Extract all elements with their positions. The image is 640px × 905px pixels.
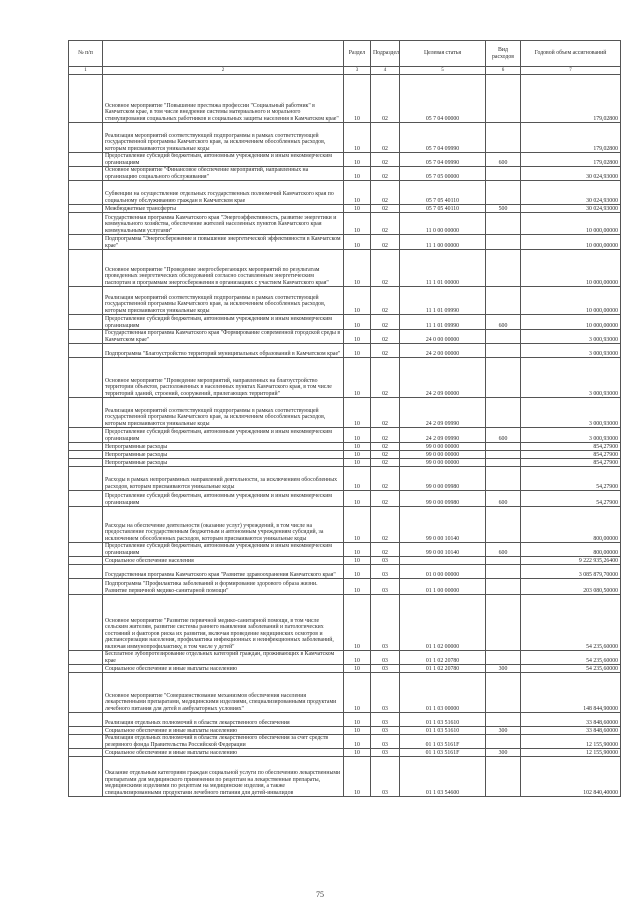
col-number: 3 [344, 67, 371, 75]
row-vr-cell: 300 [486, 665, 521, 673]
row-csr-cell: 11 1 01 00000 [400, 250, 486, 287]
row-sum-cell: 203 080,50000 [521, 579, 621, 595]
row-podrazdel-cell: 02 [371, 507, 400, 543]
table-row [69, 315, 621, 330]
table-row [69, 358, 621, 398]
row-no-cell [69, 205, 103, 213]
row-name-cell: Межбюджетные трансферты [103, 205, 344, 213]
row-no-cell [69, 713, 103, 727]
table-row [69, 443, 621, 451]
row-vr-cell [486, 358, 521, 398]
row-vr-cell [486, 735, 521, 749]
row-podrazdel-cell: 02 [371, 443, 400, 451]
row-name-cell: Подпрограмма "Энергосбережение и повышение энергетической эффективности в Камчатском крае" [103, 235, 344, 250]
row-razdel-cell: 10 [344, 428, 371, 443]
row-csr-cell: 99 0 00 00000 [400, 459, 486, 467]
row-no-cell [69, 344, 103, 358]
row-name-cell: Основное мероприятие "Совершенствование механизмов обеспечения населения лекарственными препаратами, медицинскими изделиями, специализированными продуктами лечебного питания для детей в амбулаторных условиях" [103, 673, 344, 713]
row-csr-cell: 05 7 05 40110 [400, 205, 486, 213]
row-podrazdel-cell: 02 [371, 153, 400, 167]
row-razdel-cell: 10 [344, 181, 371, 205]
row-podrazdel-cell: 02 [371, 250, 400, 287]
row-vr-cell [486, 213, 521, 235]
row-csr-cell: 01 1 03 5161F [400, 735, 486, 749]
header-name [103, 41, 344, 67]
row-podrazdel-cell: 03 [371, 665, 400, 673]
table-row [69, 181, 621, 205]
row-sum-cell: 54 235,60000 [521, 665, 621, 673]
table-row [69, 757, 621, 797]
row-name-cell: Основное мероприятие "Финансовое обеспечение мероприятий, направленных на организацию социального обслуживания" [103, 167, 344, 181]
row-name-cell: Предоставление субсидий бюджетным, автономным учреждениям и иным некоммерческим организациям [103, 543, 344, 557]
row-no-cell [69, 315, 103, 330]
row-name-cell: Предоставление субсидий бюджетным, автономным учреждениям и иным некоммерческим организациям [103, 491, 344, 507]
row-csr-cell: 24 2 09 09990 [400, 428, 486, 443]
row-no-cell [69, 181, 103, 205]
row-no-cell [69, 557, 103, 565]
row-sum-cell: 9 222 935,26400 [521, 557, 621, 565]
row-sum-cell: 800,00000 [521, 507, 621, 543]
row-sum-cell: 854,27900 [521, 459, 621, 467]
row-name-cell: Реализация отдельных полномочий в области лекарственного обеспечения за счет средств резервного фонда Правительства Российской Федерации [103, 735, 344, 749]
table-row [69, 565, 621, 579]
row-sum-cell: 3 000,93000 [521, 330, 621, 344]
row-razdel-cell: 10 [344, 330, 371, 344]
row-vr-cell: 300 [486, 749, 521, 757]
row-name-cell: Основное мероприятие "Проведение энергосберегающих мероприятий по результатам проведенных энергетических обследований согласно составленным энергетическим паспортам и программам энергосбережения в организациях с участием Камчатского края" [103, 250, 344, 287]
row-vr-cell [486, 557, 521, 565]
row-no-cell [69, 330, 103, 344]
table-row [69, 459, 621, 467]
row-vr-cell [486, 235, 521, 250]
row-podrazdel-cell: 03 [371, 595, 400, 651]
row-podrazdel-cell: 02 [371, 459, 400, 467]
row-vr-cell [486, 757, 521, 797]
row-razdel-cell: 10 [344, 443, 371, 451]
row-no-cell [69, 543, 103, 557]
row-sum-cell: 10 000,00000 [521, 287, 621, 315]
row-name-cell: Социальное обеспечение и иные выплаты населению [103, 749, 344, 757]
row-csr-cell: 01 1 03 5161F [400, 749, 486, 757]
table-row [69, 735, 621, 749]
row-sum-cell: 800,00000 [521, 543, 621, 557]
row-csr-cell: 11 1 01 09990 [400, 287, 486, 315]
table-row [69, 75, 621, 123]
row-name-cell: Основное мероприятие "Повышение престижа профессии "Социальный работник" в Камчатском крае, в том числе внедрение системы материального и морального стимулирования социальных работников и социальных защиты населения в Камчатском крае" [103, 75, 344, 123]
row-sum-cell: 10 000,00000 [521, 213, 621, 235]
row-csr-cell: 05 7 05 40110 [400, 181, 486, 205]
row-vr-cell [486, 181, 521, 205]
row-sum-cell: 33 848,60000 [521, 713, 621, 727]
row-name-cell: Подпрограмма "Профилактика заболеваний и формирование здорового образа жизни. Развитие первичной медико-санитарной помощи" [103, 579, 344, 595]
row-razdel-cell: 10 [344, 673, 371, 713]
row-vr-cell [486, 330, 521, 344]
row-sum-cell: 54,27900 [521, 467, 621, 491]
row-no-cell [69, 443, 103, 451]
header-csr: Целевая статья [400, 41, 486, 67]
row-podrazdel-cell: 02 [371, 287, 400, 315]
row-razdel-cell: 10 [344, 757, 371, 797]
row-name-cell: Реализация отдельных полномочий в области лекарственного обеспечения [103, 713, 344, 727]
row-podrazdel-cell: 03 [371, 651, 400, 665]
row-no-cell [69, 213, 103, 235]
row-podrazdel-cell: 03 [371, 565, 400, 579]
row-sum-cell: 148 844,90000 [521, 673, 621, 713]
row-name-cell: Подпрограмма "Благоустройство территорий муниципальных образований в Камчатском крае" [103, 344, 344, 358]
row-vr-cell [486, 713, 521, 727]
row-vr-cell [486, 123, 521, 153]
row-podrazdel-cell: 02 [371, 467, 400, 491]
row-podrazdel-cell: 02 [371, 428, 400, 443]
table-row [69, 123, 621, 153]
row-name-cell: Реализация мероприятий соответствующей подпрограммы в рамках соответствующей государственной программы Камчатского края, за исключением обособленных расходов, которым присваиваются уникальные коды [103, 398, 344, 428]
row-vr-cell: 600 [486, 428, 521, 443]
row-podrazdel-cell: 02 [371, 330, 400, 344]
row-csr-cell: 99 0 00 09980 [400, 467, 486, 491]
row-razdel-cell: 10 [344, 398, 371, 428]
col-number: 1 [69, 67, 103, 75]
header-vr: Вид расходов [486, 41, 521, 67]
col-number: 2 [103, 67, 344, 75]
row-name-cell: Социальное обеспечение населения [103, 557, 344, 565]
row-no-cell [69, 153, 103, 167]
row-name-cell: Расходы в рамках непрограммных направлений деятельности, за исключением обособленных расходов, которым присваиваются уникальные коды [103, 467, 344, 491]
row-podrazdel-cell: 03 [371, 727, 400, 735]
row-podrazdel-cell: 02 [371, 491, 400, 507]
header-podrazdel: Подраздел [371, 41, 400, 67]
row-csr-cell [400, 557, 486, 565]
row-sum-cell: 54 235,60000 [521, 595, 621, 651]
row-razdel-cell: 10 [344, 235, 371, 250]
row-razdel-cell: 10 [344, 665, 371, 673]
row-razdel-cell: 10 [344, 579, 371, 595]
row-podrazdel-cell: 03 [371, 557, 400, 565]
row-podrazdel-cell: 03 [371, 579, 400, 595]
row-no-cell [69, 651, 103, 665]
row-podrazdel-cell: 02 [371, 398, 400, 428]
col-number: 5 [400, 67, 486, 75]
row-csr-cell: 01 1 03 54600 [400, 757, 486, 797]
header-no: № п/п [69, 41, 103, 67]
table-body [69, 75, 621, 797]
row-podrazdel-cell: 03 [371, 673, 400, 713]
row-sum-cell: 30 024,93000 [521, 167, 621, 181]
row-name-cell: Социальное обеспечение и иные выплаты населению [103, 727, 344, 735]
row-razdel-cell: 10 [344, 205, 371, 213]
budget-table [68, 40, 621, 797]
row-sum-cell: 179,02800 [521, 123, 621, 153]
row-name-cell: Бесплатное зубопротезирование отдельных категорий граждан, проживающих в Камчатском крае [103, 651, 344, 665]
row-sum-cell: 854,27900 [521, 443, 621, 451]
row-podrazdel-cell: 03 [371, 757, 400, 797]
row-csr-cell: 05 7 04 09990 [400, 123, 486, 153]
row-vr-cell [486, 467, 521, 491]
row-sum-cell: 54 235,60000 [521, 651, 621, 665]
row-csr-cell: 01 1 02 20780 [400, 651, 486, 665]
row-no-cell [69, 565, 103, 579]
row-name-cell: Основное мероприятие "Развитие первичной медико-санитарной помощи, в том числе сельским жителям, развитие системы раннего выявления заболеваний и патологических состояний и факторов риска их развития, включая проведение медицинских осмотров и диспансеризации населения, профилактика инфекционных и неинфекционных заболеваний, включая иммунопрофилактику, в том числе у детей" [103, 595, 344, 651]
table-row [69, 713, 621, 727]
row-no-cell [69, 75, 103, 123]
row-name-cell: Непрограммные расходы [103, 443, 344, 451]
row-csr-cell: 01 1 03 00000 [400, 673, 486, 713]
row-csr-cell: 01 1 03 51610 [400, 713, 486, 727]
row-podrazdel-cell: 02 [371, 543, 400, 557]
row-csr-cell: 01 1 00 00000 [400, 579, 486, 595]
row-name-cell: Государственная программа Камчатского края "Развитие здравоохранения Камчатского края" [103, 565, 344, 579]
row-podrazdel-cell: 02 [371, 315, 400, 330]
row-no-cell [69, 673, 103, 713]
row-sum-cell: 12 155,90000 [521, 749, 621, 757]
row-vr-cell: 600 [486, 491, 521, 507]
row-name-cell: Реализация мероприятий соответствующей подпрограммы в рамках соответствующей государственной программы Камчатского края, за исключением обособленных расходов, которым присваиваются уникальные коды [103, 287, 344, 315]
table-row [69, 595, 621, 651]
row-csr-cell: 01 0 00 00000 [400, 565, 486, 579]
table-row [69, 451, 621, 459]
row-sum-cell: 179,02800 [521, 75, 621, 123]
row-no-cell [69, 665, 103, 673]
row-no-cell [69, 727, 103, 735]
row-csr-cell: 11 0 00 00000 [400, 213, 486, 235]
row-no-cell [69, 467, 103, 491]
row-no-cell [69, 398, 103, 428]
row-razdel-cell: 10 [344, 358, 371, 398]
table-row [69, 727, 621, 735]
row-csr-cell: 05 7 04 09990 [400, 153, 486, 167]
row-csr-cell: 01 1 03 51610 [400, 727, 486, 735]
row-podrazdel-cell: 03 [371, 713, 400, 727]
row-razdel-cell: 10 [344, 651, 371, 665]
row-csr-cell: 24 2 09 09990 [400, 398, 486, 428]
table-row [69, 651, 621, 665]
row-razdel-cell: 10 [344, 713, 371, 727]
row-podrazdel-cell: 02 [371, 235, 400, 250]
row-no-cell [69, 428, 103, 443]
row-vr-cell [486, 673, 521, 713]
row-razdel-cell: 10 [344, 451, 371, 459]
row-csr-cell: 01 1 02 20780 [400, 665, 486, 673]
row-name-cell: Государственная программа Камчатского края "Энергоэффективность, развитие энергетики и коммунального хозяйства, обеспечение жителей населенных пунктов Камчатского края коммунальными услугами" [103, 213, 344, 235]
row-vr-cell [486, 507, 521, 543]
table-row [69, 673, 621, 713]
row-razdel-cell: 10 [344, 735, 371, 749]
row-name-cell: Расходы на обеспечение деятельности (оказание услуг) учреждений, в том числе на предоставление государственным бюджетным и автономным учреждениям субсидий, за исключением обособленных расходов, которым присваиваются уникальные коды [103, 507, 344, 543]
row-no-cell [69, 735, 103, 749]
row-razdel-cell: 10 [344, 287, 371, 315]
row-razdel-cell: 10 [344, 595, 371, 651]
row-no-cell [69, 749, 103, 757]
table-row [69, 543, 621, 557]
row-razdel-cell: 10 [344, 467, 371, 491]
row-sum-cell: 33 848,60000 [521, 727, 621, 735]
row-vr-cell [486, 443, 521, 451]
column-number-row [69, 67, 621, 75]
row-csr-cell: 24 0 00 00000 [400, 330, 486, 344]
table-row [69, 167, 621, 181]
row-podrazdel-cell: 02 [371, 213, 400, 235]
row-podrazdel-cell: 02 [371, 358, 400, 398]
row-podrazdel-cell: 02 [371, 451, 400, 459]
row-no-cell [69, 287, 103, 315]
row-sum-cell: 854,27900 [521, 451, 621, 459]
row-razdel-cell: 10 [344, 749, 371, 757]
table-row [69, 330, 621, 344]
row-sum-cell: 10 000,00000 [521, 250, 621, 287]
row-csr-cell: 01 1 02 00000 [400, 595, 486, 651]
row-podrazdel-cell: 02 [371, 167, 400, 181]
row-no-cell [69, 595, 103, 651]
row-no-cell [69, 250, 103, 287]
col-number: 4 [371, 67, 400, 75]
table-row [69, 398, 621, 428]
table-row [69, 213, 621, 235]
row-sum-cell: 179,02800 [521, 153, 621, 167]
row-name-cell: Основное мероприятие "Проведение мероприятий, направленных на благоустройство территории объектов, расположенных в населенных пунктах Камчатского края, в том числе территорий зданий, строений, сооружений, прилегающих территорий" [103, 358, 344, 398]
row-vr-cell [486, 344, 521, 358]
row-vr-cell: 500 [486, 205, 521, 213]
row-razdel-cell: 10 [344, 315, 371, 330]
row-csr-cell: 99 0 00 00000 [400, 451, 486, 459]
row-sum-cell: 12 155,90000 [521, 735, 621, 749]
row-csr-cell: 05 7 04 00000 [400, 75, 486, 123]
table-row [69, 557, 621, 565]
row-no-cell [69, 757, 103, 797]
row-csr-cell: 24 2 00 00000 [400, 344, 486, 358]
row-csr-cell: 11 1 01 09990 [400, 315, 486, 330]
row-podrazdel-cell: 02 [371, 75, 400, 123]
row-vr-cell: 300 [486, 727, 521, 735]
row-sum-cell: 10 000,00000 [521, 235, 621, 250]
row-razdel-cell: 10 [344, 250, 371, 287]
row-no-cell [69, 358, 103, 398]
header-row [69, 41, 621, 67]
row-sum-cell: 30 024,93000 [521, 205, 621, 213]
row-csr-cell: 99 0 00 10140 [400, 543, 486, 557]
row-sum-cell: 3 000,93000 [521, 358, 621, 398]
row-razdel-cell: 10 [344, 344, 371, 358]
row-sum-cell: 10 000,00000 [521, 315, 621, 330]
row-sum-cell: 54,27900 [521, 491, 621, 507]
header-razdel: Раздел [344, 41, 371, 67]
row-no-cell [69, 167, 103, 181]
table-row [69, 467, 621, 491]
row-name-cell: Предоставление субсидий бюджетным, автономным учреждениям и иным некоммерческим организациям [103, 428, 344, 443]
row-vr-cell: 600 [486, 543, 521, 557]
row-podrazdel-cell: 02 [371, 123, 400, 153]
row-razdel-cell: 10 [344, 75, 371, 123]
row-csr-cell: 05 7 05 00000 [400, 167, 486, 181]
row-name-cell: Субвенции на осуществление отдельных государственных полномочий Камчатского края по социальному обслуживанию граждан в Камчатском крае [103, 181, 344, 205]
row-name-cell: Социальное обеспечение и иные выплаты населению [103, 665, 344, 673]
row-vr-cell [486, 250, 521, 287]
row-podrazdel-cell: 02 [371, 205, 400, 213]
row-name-cell: Непрограммные расходы [103, 451, 344, 459]
row-podrazdel-cell: 03 [371, 735, 400, 749]
row-no-cell [69, 507, 103, 543]
row-vr-cell [486, 75, 521, 123]
col-number: 6 [486, 67, 521, 75]
row-sum-cell: 3 000,93000 [521, 398, 621, 428]
row-csr-cell: 24 2 09 00000 [400, 358, 486, 398]
row-vr-cell [486, 451, 521, 459]
row-sum-cell: 3 000,93000 [521, 344, 621, 358]
col-number: 7 [521, 67, 621, 75]
table-row [69, 250, 621, 287]
row-name-cell: Государственная программа Камчатского края "Формирование современной городской среды в Камчатском крае" [103, 330, 344, 344]
table-row [69, 287, 621, 315]
row-razdel-cell: 10 [344, 153, 371, 167]
row-razdel-cell: 10 [344, 543, 371, 557]
table-row [69, 428, 621, 443]
row-csr-cell: 99 0 00 09980 [400, 491, 486, 507]
row-no-cell [69, 579, 103, 595]
table-row [69, 749, 621, 757]
row-no-cell [69, 451, 103, 459]
table-row [69, 235, 621, 250]
row-vr-cell [486, 579, 521, 595]
row-name-cell: Предоставление субсидий бюджетным, автономным учреждениям и иным некоммерческим организациям [103, 315, 344, 330]
row-no-cell [69, 491, 103, 507]
row-razdel-cell: 10 [344, 557, 371, 565]
header-sum: Годовой объем ассигнований [521, 41, 621, 67]
row-csr-cell: 99 0 00 10140 [400, 507, 486, 543]
row-vr-cell [486, 651, 521, 665]
row-razdel-cell: 10 [344, 507, 371, 543]
row-csr-cell: 11 1 00 00000 [400, 235, 486, 250]
row-podrazdel-cell: 03 [371, 749, 400, 757]
row-razdel-cell: 10 [344, 491, 371, 507]
row-vr-cell: 600 [486, 315, 521, 330]
row-sum-cell: 30 024,93000 [521, 181, 621, 205]
row-no-cell [69, 459, 103, 467]
table-row [69, 344, 621, 358]
row-no-cell [69, 235, 103, 250]
row-vr-cell [486, 167, 521, 181]
table-row [69, 579, 621, 595]
row-podrazdel-cell: 02 [371, 181, 400, 205]
row-vr-cell [486, 565, 521, 579]
row-name-cell: Реализация мероприятий соответствующей подпрограммы в рамках соответствующей государственной программы Камчатского края, за исключением обособленных расходов, которым присваиваются уникальные коды [103, 123, 344, 153]
row-vr-cell [486, 595, 521, 651]
page-number: 75 [316, 890, 324, 899]
row-razdel-cell: 10 [344, 459, 371, 467]
row-podrazdel-cell: 02 [371, 344, 400, 358]
row-razdel-cell: 10 [344, 123, 371, 153]
table-row [69, 507, 621, 543]
row-name-cell: Оказание отдельным категориям граждан социальной услуги по обеспечению лекарственными препаратами для медицинского применения по рецептам на лекарственные препараты, медицинскими изделиями по рецептам на медицинские изделия, а также специализированными продуктами лечебного питания для детей-инвалидов [103, 757, 344, 797]
row-name-cell: Непрограммные расходы [103, 459, 344, 467]
row-name-cell: Предоставление субсидий бюджетным, автономным учреждениям и иным некоммерческим организациям [103, 153, 344, 167]
row-no-cell [69, 123, 103, 153]
row-vr-cell: 600 [486, 153, 521, 167]
row-razdel-cell: 10 [344, 213, 371, 235]
table-row [69, 491, 621, 507]
row-razdel-cell: 10 [344, 167, 371, 181]
row-sum-cell: 3 000,93000 [521, 428, 621, 443]
row-sum-cell: 102 840,40000 [521, 757, 621, 797]
row-csr-cell: 99 0 00 00000 [400, 443, 486, 451]
row-vr-cell [486, 459, 521, 467]
row-vr-cell [486, 398, 521, 428]
row-razdel-cell: 10 [344, 727, 371, 735]
row-sum-cell: 3 085 879,70000 [521, 565, 621, 579]
table-row [69, 153, 621, 167]
table-row [69, 205, 621, 213]
row-vr-cell [486, 287, 521, 315]
row-razdel-cell: 10 [344, 565, 371, 579]
table-row [69, 665, 621, 673]
